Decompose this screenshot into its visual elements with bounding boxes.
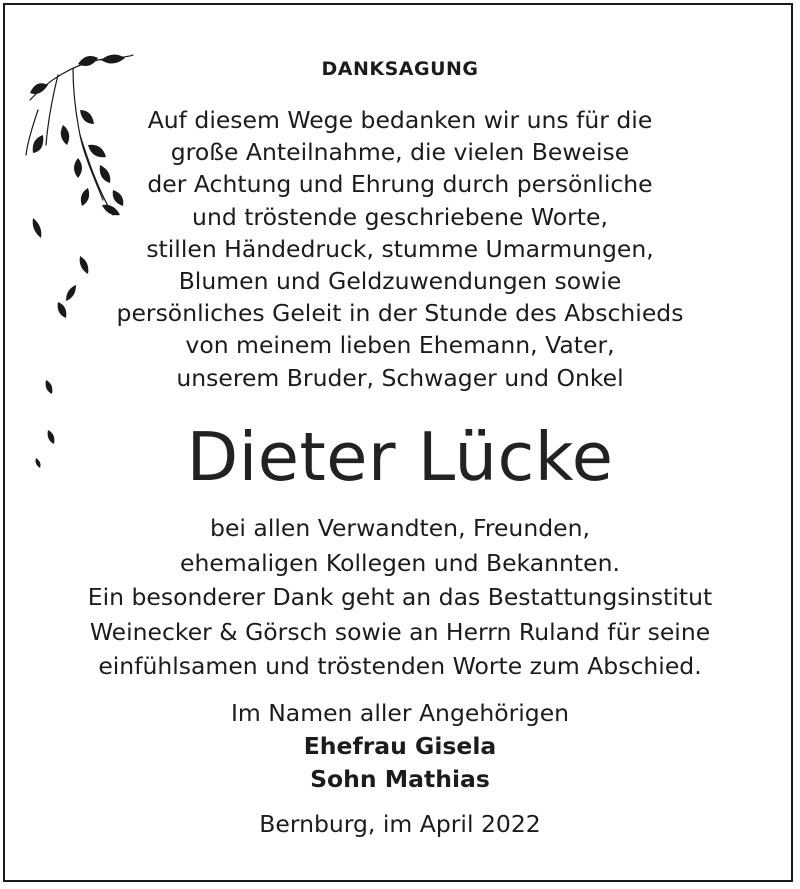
intro-line: Auf diesem Wege bedanken wir uns für die (147, 106, 653, 134)
place-date: Bernburg, im April 2022 (259, 810, 541, 838)
notice-heading: DANKSAGUNG (321, 58, 479, 80)
intro-line: große Anteilnahme, die vielen Beweise (170, 138, 630, 167)
intro-line: der Achtung und Ehrung durch persönliche (147, 170, 653, 199)
signature-name: Ehefrau Gisela (303, 732, 497, 760)
intro-text (0, 104, 800, 394)
intro-line: und tröstende geschriebene Worte, (192, 202, 608, 231)
signature-block (0, 697, 800, 796)
deceased-name: Dieter Lücke (186, 418, 614, 496)
intro-line: unserem Bruder, Schwager und Onkel (176, 363, 624, 392)
outro-line: Weinecker & Görsch sowie an Herrn Ruland für seine (89, 617, 711, 646)
outro-line: ehemaligen Kollegen und Bekannten. (180, 548, 620, 577)
intro-line: persönliches Geleit in der Stunde des Abschieds (116, 299, 684, 328)
outro-line: bei allen Verwandten, Freunden, (210, 514, 590, 542)
signature-name: Sohn Mathias (310, 765, 490, 793)
intro-line: stillen Händedruck, stumme Umarmungen, (146, 234, 654, 263)
intro-line: Blumen und Geldzuwendungen sowie (178, 267, 622, 296)
outro-line: einfühlsamen und tröstenden Worte zum Abschied. (98, 652, 702, 680)
signature-intro: Im Namen aller Angehörigen (230, 699, 570, 727)
outro-text (0, 511, 800, 684)
intro-line: von meinem lieben Ehemann, Vater, (185, 331, 615, 360)
outro-line: Ein besonderer Dank geht an das Bestattungsinstitut (87, 583, 713, 611)
